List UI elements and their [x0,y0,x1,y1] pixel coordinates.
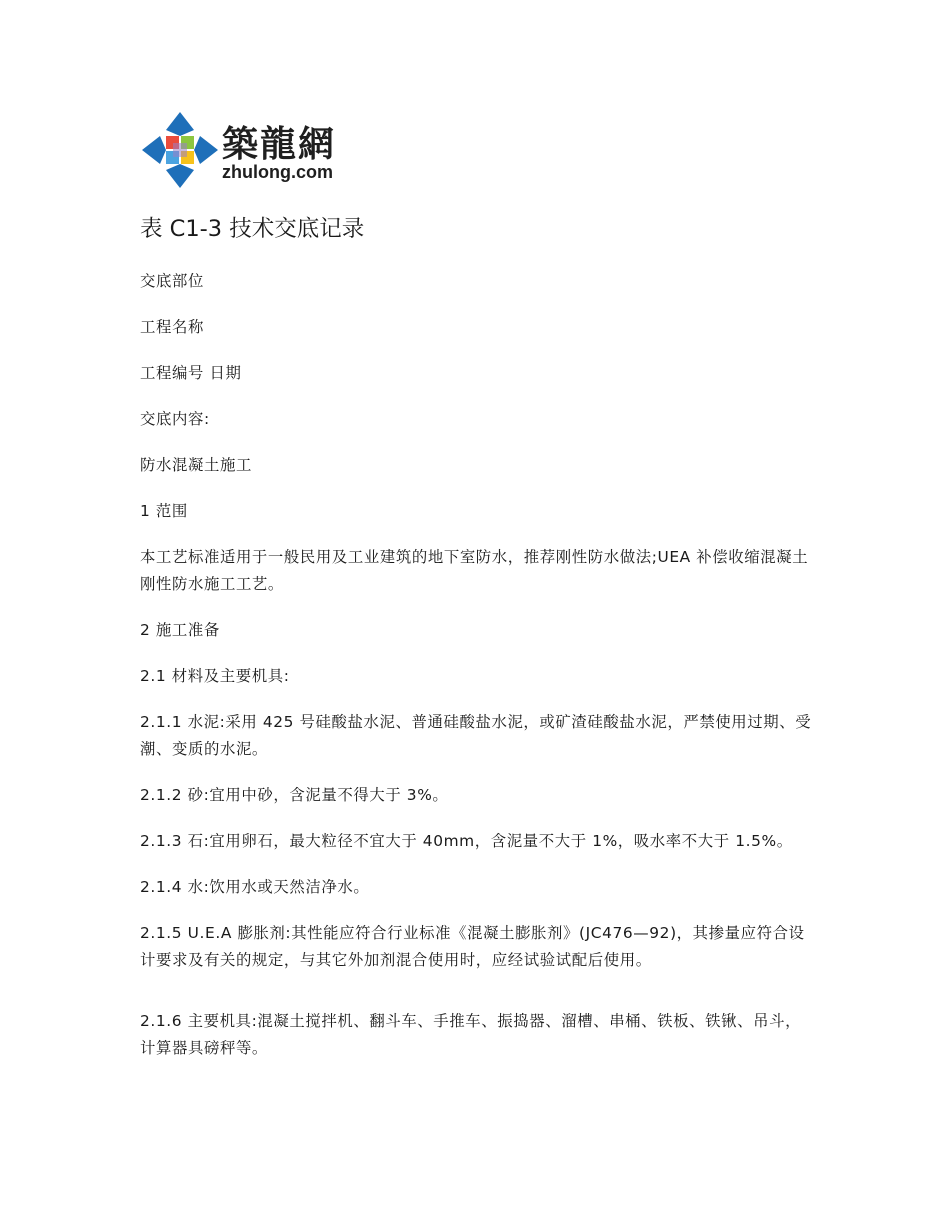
item-2-1-3: 2.1.3 石:宜用卵石，最大粒径不宜大于 40mm，含泥量不大于 1%，吸水率不大于 1.5%。 [140,832,793,850]
scope-paragraph: 本工艺标准适用于一般民用及工业建筑的地下室防水，推荐刚性防水做法;UEA 补偿收缩混凝土刚性防水施工工艺。 [140,548,809,593]
section-2-1-heading: 2.1 材料及主要机具: [140,667,290,685]
item-2-1-4: 2.1.4 水:饮用水或天然洁净水。 [140,878,370,896]
logo-chinese-name: 築龍網 [222,123,337,165]
item-2-1-1: 2.1.1 水泥:采用 425 号硅酸盐水泥、普通硅酸盐水泥，或矿渣硅酸盐水泥，严禁使用过期、受潮、变质的水泥。 [140,713,812,758]
field-handover-location: 交底部位 [140,272,204,290]
item-2-1-2: 2.1.2 砂:宜用中砂，含泥量不得大于 3%。 [140,786,449,804]
logo-domain: zhulong.com [222,162,333,182]
section-heading: 防水混凝土施工 [140,456,252,474]
section-2-heading: 2 施工准备 [140,621,220,639]
document-title: 表 C1-3 技术交底记录 [140,216,365,242]
field-handover-content: 交底内容: [140,410,210,428]
zhulong-logo-mark-icon [140,110,220,190]
item-2-1-6: 2.1.6 主要机具:混凝土搅拌机、翻斗车、手推车、振捣器、溜槽、串桶、铁板、铁锹、吊斗，计算器具磅秤等。 [140,1012,802,1057]
field-project-number-date: 工程编号 日期 [140,364,242,382]
zhulong-logo [140,110,352,190]
document-body [140,212,812,1081]
field-project-name: 工程名称 [140,318,204,336]
item-2-1-5: 2.1.5 U.E.A 膨胀剂:其性能应符合行业标准《混凝土膨胀剂》(JC476—92)，其掺量应符合设计要求及有关的规定，与其它外加剂混合使用时，应经试验试配后使用。 [140,924,805,969]
section-1-heading: 1 范围 [140,502,188,520]
